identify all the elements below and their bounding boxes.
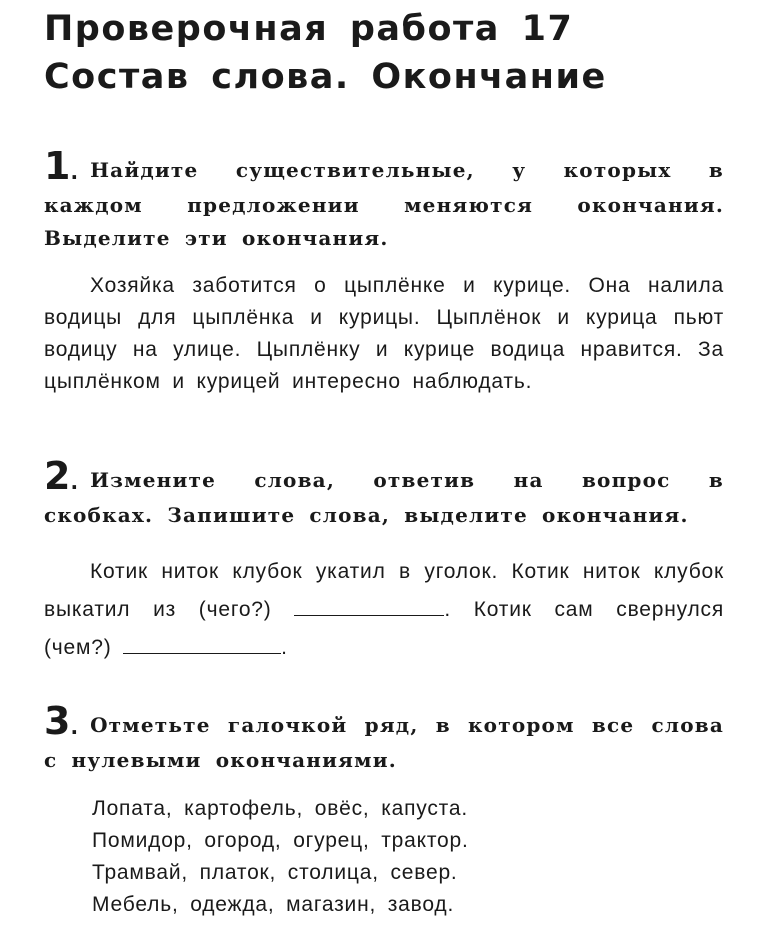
option-row[interactable]: Мебель, одежда, магазин, завод. — [92, 893, 455, 916]
task-1-instruction-text: Найдите существительные, у которых в каждом предложении меняются окончания. Выделите эти окончания. — [44, 158, 724, 250]
task-1-instruction — [44, 144, 724, 255]
task-2-number: 2. — [44, 454, 79, 498]
option-row[interactable]: Помидор, огород, огурец, трактор. — [92, 829, 469, 852]
task-3-instruction — [44, 699, 724, 777]
task-3-options — [92, 793, 469, 921]
worksheet-subtitle: Состав слова. Окончание — [44, 57, 607, 97]
task-3-instruction-text: Отметьте галочкой ряд, в котором все слова с нулевыми окончаниями. — [44, 713, 724, 772]
task-2-passage-part1: Котик ниток клубок укатил в уголок. Котик ниток клубок выкатил из (чего?) — [44, 560, 724, 621]
task-3-number: 3. — [44, 699, 79, 743]
answer-blank-2[interactable] — [123, 635, 281, 654]
option-row[interactable]: Лопата, картофель, овёс, капуста. — [92, 797, 468, 820]
task-2-text — [44, 553, 724, 667]
answer-blank-1[interactable] — [294, 597, 444, 616]
task-1-text — [44, 270, 724, 398]
option-row[interactable]: Трамвай, платок, столица, север. — [92, 861, 458, 884]
task-2-instruction-text: Измените слова, ответив на вопрос в скобках. Запишите слова, выделите окончания. — [44, 468, 724, 527]
task-1-passage: Хозяйка заботится о цыплёнке и курице. Она налила водицы для цыплёнка и курицы. Цыплёнок и курица пьют водицу на улице. Цыплёнку и курице водица нравится. За цыплёнком и курицей интересно наблюдать. — [44, 274, 724, 393]
task-2-passage-end: . — [281, 636, 288, 659]
task-2-passage-part2: . Котик сам свернулся (чем?) — [44, 598, 725, 659]
task-2-instruction — [44, 454, 724, 532]
worksheet-title: Проверочная работа 17 — [44, 9, 574, 49]
task-1-number: 1. — [44, 144, 79, 188]
